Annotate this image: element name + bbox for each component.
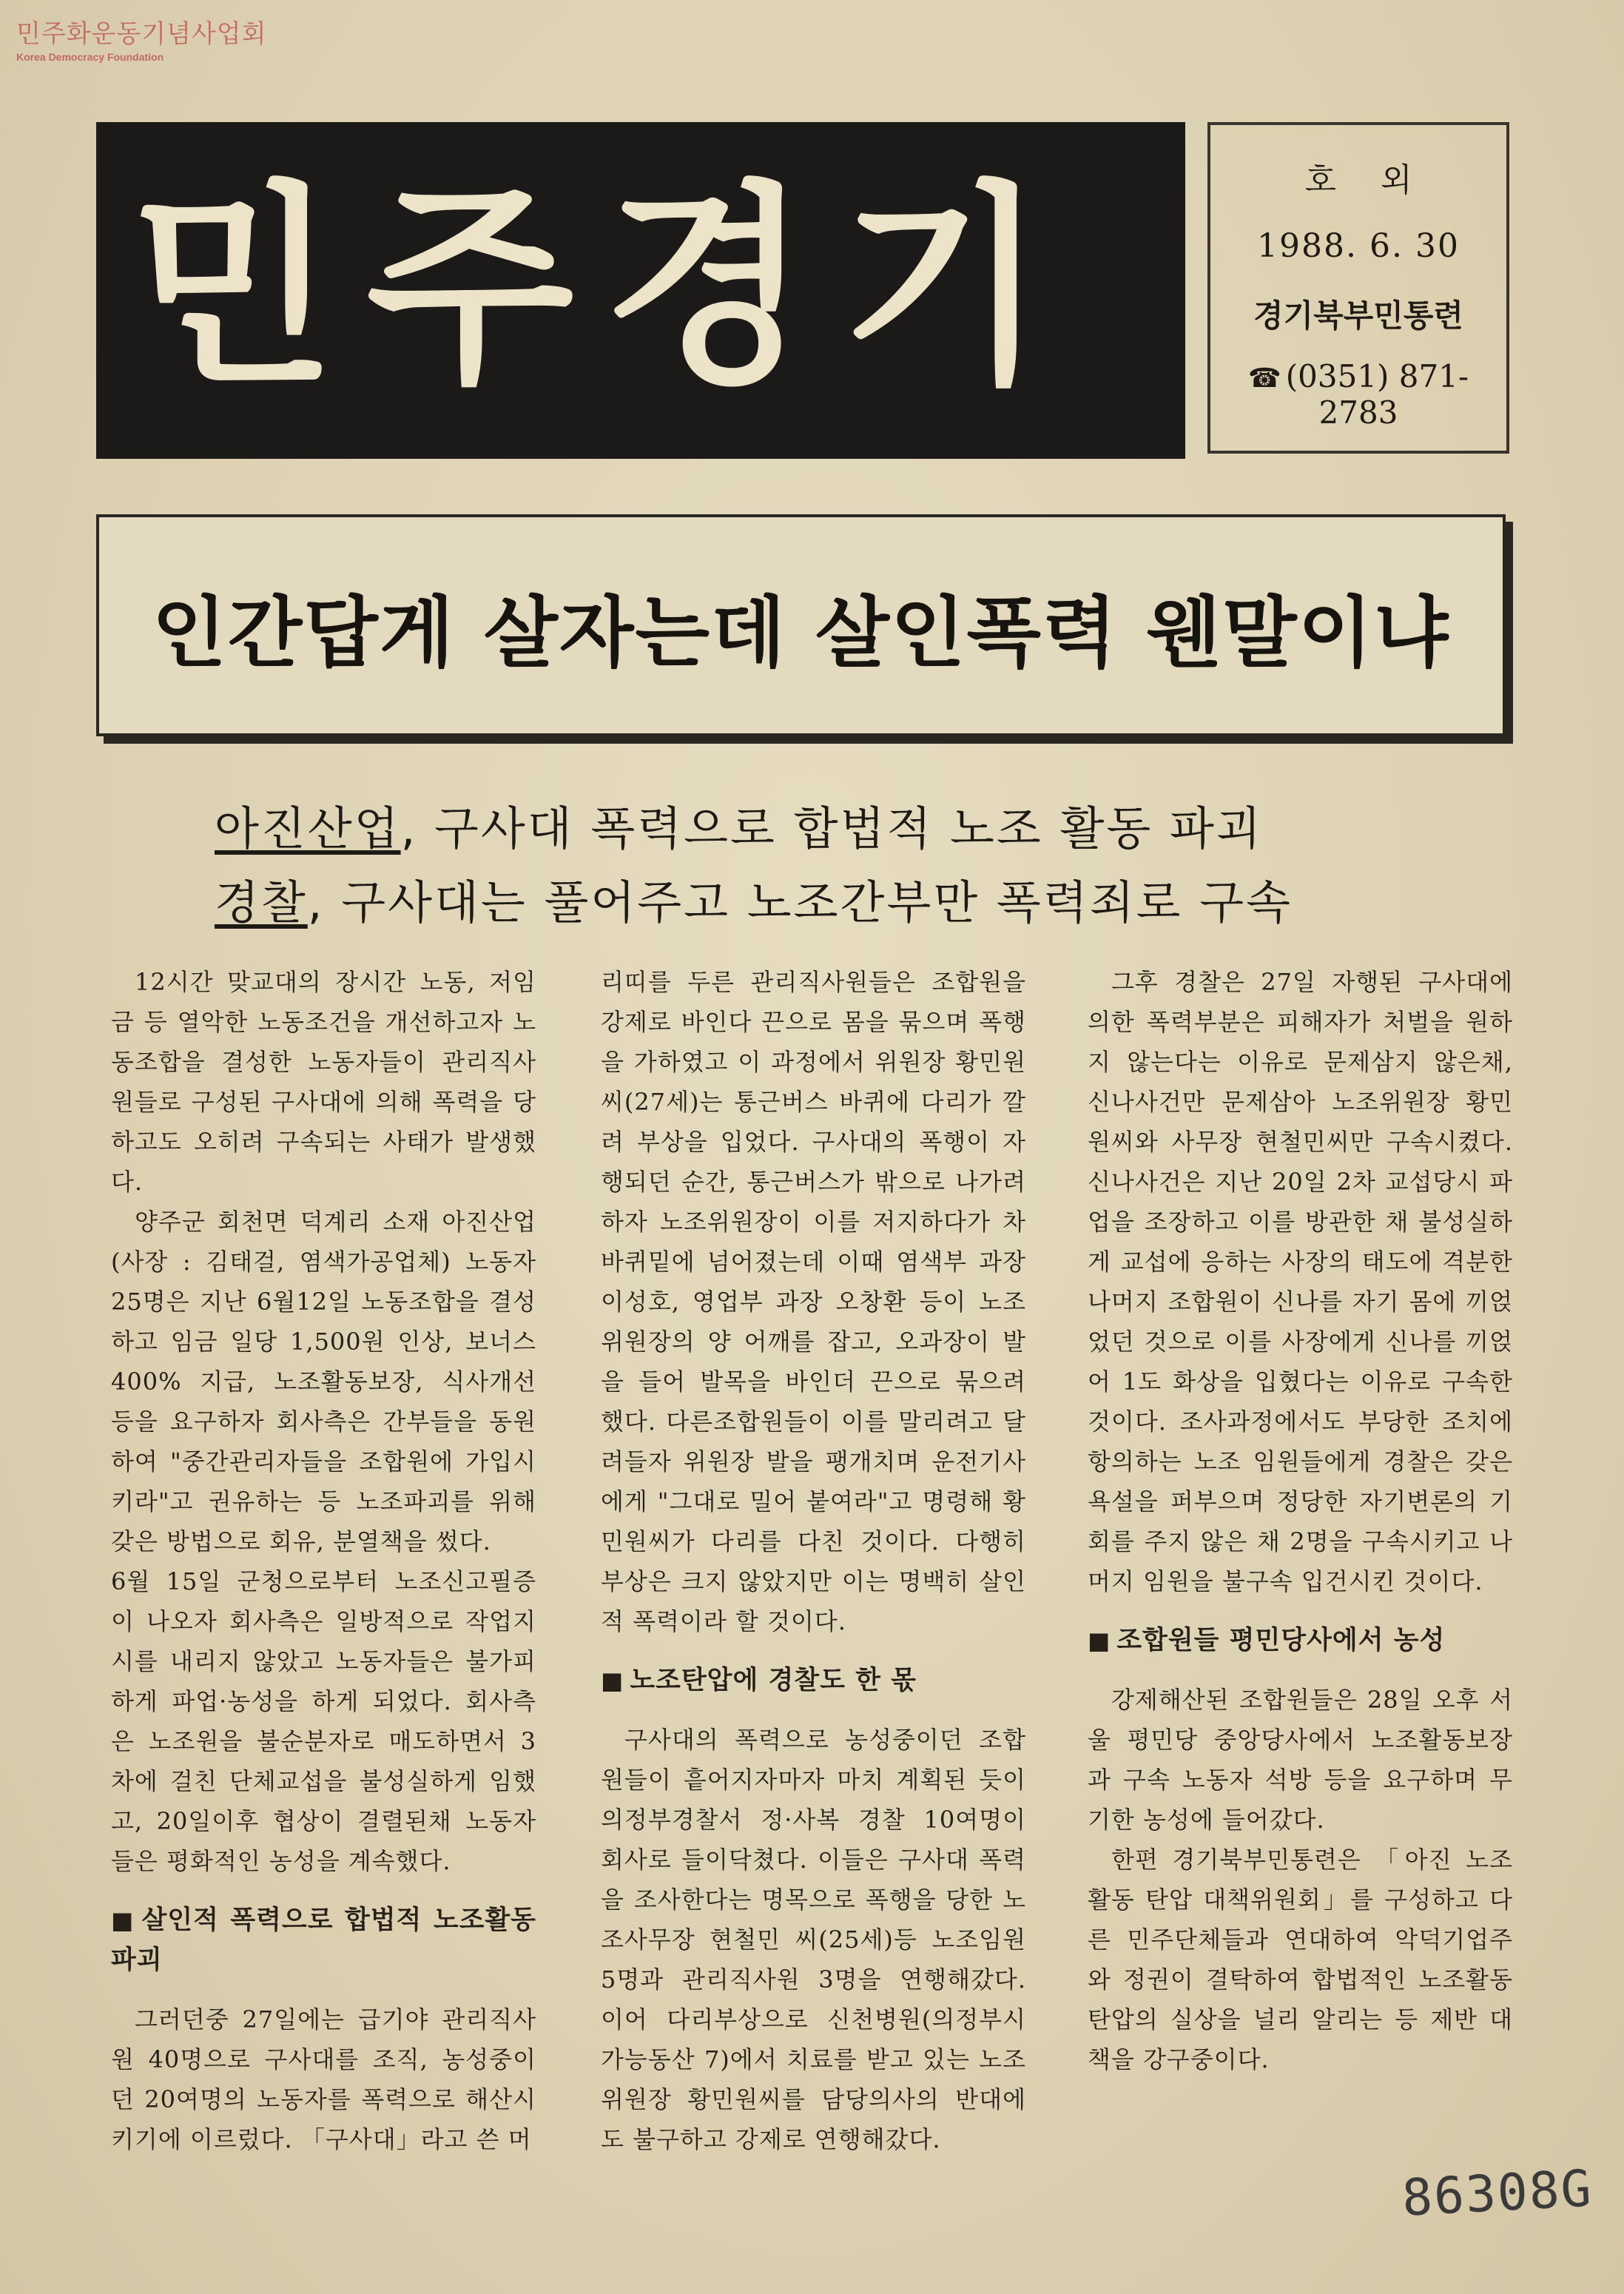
article-column-3 (1088, 962, 1513, 2079)
section-heading-text: 노조탄압에 경찰도 한 몫 (630, 1666, 917, 1695)
stamp-english: Korea Democracy Foundation (16, 51, 164, 63)
phone-number: (0351) 871- 2783 (1285, 358, 1469, 431)
section-heading-text: 살인적 폭력으로 합법적 노조활동 파괴 (111, 1906, 536, 1975)
paragraph: 그러던중 27일에는 급기야 관리직사원 40명으로 구사대를 조직, 농성중이던 20여명의 노동자를 폭력으로 해산시키기에 이르렀다. 「구사대」라고 쓴 머 (111, 2005, 536, 2153)
paragraph: 양주군 회천면 덕계리 소재 아진산업(사장 : 김태걸, 염색가공업체) 노동자 25명은 지난 6월12일 노동조합을 결성하고 임금 일당 1,500원 인상, 보너스 400% 지급, 노조활동보장, 식사개선 등을 요구하자 회사측은 간부들을 동원하여 "중간관리자들을 조합원에 가입시키라"고 권유하는 등 노조파괴를 위해 갖은 방법으로 회유, 분열책을 썼다. (111, 1208, 536, 1555)
masthead-title: 민주경기 (129, 164, 1077, 413)
paragraph: 그후 경찰은 27일 자행된 구사대에 의한 폭력부분은 피해자가 처벌을 원하지 않는다는 이유로 문제삼지 않은채, 신나사건만 문제삼아 노조위원장 황민원씨와 사무장 현철민씨만 구속시켰다. 신나사건은 지난 20일 2차 교섭당시 파업을 조장하고 이를 방관한 채 불성실하게 교섭에 응하는 사장의 태도에 격분한 나머지 조합원이 신나를 자기 몸에 끼얹었던 것으로 이를 사장에게 신나를 끼얹어 1도 화상을 입혔다는 이유로 구속한 것이다. 조사과정에서도 부당한 조치에 항의하는 노조 임원들에게 경찰은 갖은 욕설을 퍼부으며 정당한 자기변론의 기회를 주지 않은 채 2명을 구속시키고 나머지 임원을 불구속 입건시킨 것이다. (1088, 968, 1513, 1595)
subheadlines (215, 792, 1487, 940)
issue-label: 호외 (1304, 161, 1457, 199)
square-bullet-icon: ■ (1088, 1627, 1111, 1655)
subheadline-lead: 아진산업 (215, 801, 401, 855)
paragraph: 구사대의 폭력으로 농성중이던 조합원들이 흩어지자마자 마치 계획된 듯이 의정부경찰서 정·사복 경찰 10여명이 회사로 들이닥쳤다. 이들은 구사대 폭력을 조사한다는 명목으로 폭행을 당한 노조사무장 현철민 씨(25세)등 노조임원 5명과 관리직사원 3명을 연행해갔다. 이어 다리부상으로 신천병원(의정부시 가능동산 7)에서 치료를 받고 있는 노조위원장 황민원씨를 담당의사의 반대에도 불구하고 강제로 연행해갔다. (601, 1726, 1026, 2153)
subheadline-text: , 구사대는 풀어주고 노조간부만 폭력죄로 구속 (307, 875, 1293, 929)
subheadline (215, 866, 1487, 940)
article-column-1 (111, 962, 536, 2159)
stamp-korean: 민주화운동기념사업회 (16, 19, 267, 49)
handwritten-archive-number: 86308G (1401, 2159, 1594, 2228)
masthead (96, 122, 1185, 459)
paragraph: 12시간 맞교대의 장시간 노동, 저임금 등 열악한 노동조건을 개선하고자 노동조합을 결성한 노동자들이 관리직사원들로 구성된 구사대에 의해 폭력을 당하고도 오히려 구속되는 사태가 발생했다. (111, 968, 536, 1196)
paragraph: 6월 15일 군청으로부터 노조신고필증이 나오자 회사측은 일방적으로 작업지시를 내리지 않았고 노동자들은 불가피하게 파업·농성을 하게 되었다. 회사측은 노조원을 불순분자로 매도하면서 3차에 걸친 단체교섭을 불성실하게 임했고, 20일이후 협상이 결렬된채 노동자들은 평화적인 농성을 계속했다. (111, 1567, 536, 1875)
article-column-2 (601, 962, 1026, 2159)
issue-info-box (1207, 122, 1509, 454)
subheadline-lead: 경찰 (215, 875, 308, 929)
paragraph: 강제해산된 조합원들은 28일 오후 서울 평민당 중앙당사에서 노조활동보장과 구속 노동자 석방 등을 요구하며 무기한 농성에 들어갔다. (1088, 1686, 1513, 1834)
headline: 인간답게 살자는데 살인폭력 웬말이냐 (152, 588, 1450, 678)
paragraph: 리띠를 두른 관리직사원들은 조합원을 강제로 바인다 끈으로 몸을 묶으며 폭행을 가하였고 이 과정에서 위원장 황민원씨(27세)는 통근버스 바퀴에 다리가 깔려 부상을 입었다. 구사대의 폭행이 자행되던 순간, 통근버스가 밖으로 나가려 하자 노조위원장이 이를 저지하다가 차 바퀴밑에 넘어졌는데 이때 염색부 과장 이성호, 영업부 과장 오창환 등이 노조위원장의 양 어깨를 잡고, 오과장이 발을 들어 발목을 바인더 끈으로 묶으려 했다. 다른조합원들이 이를 말리려고 달려들자 위원장 발을 팽개치며 운전기사에게 "그대로 밀어 붙여라"고 명령해 황민원씨가 다리를 다친 것이다. 다행히 부상은 크지 않았지만 이는 명백히 살인적 폭력이라 할 것이다. (601, 968, 1026, 1635)
paragraph: 한편 경기북부민통련은 「아진 노조활동 탄압 대책위원회」를 구성하고 다른 민주단체들과 연대하여 악덕기업주와 정권이 결탁하여 합법적인 노조활동탄압의 실상을 널리 알리는 등 제반 대책을 강구중이다. (1088, 1846, 1513, 2073)
headline-box (96, 514, 1506, 736)
subheadline-text: , 구사대 폭력으로 합법적 노조 활동 파괴 (400, 801, 1263, 855)
subheadline (215, 792, 1487, 866)
phone-line (1210, 358, 1506, 431)
section-heading (111, 1900, 536, 1980)
section-heading-text: 조합원들 평민당사에서 농성 (1116, 1626, 1446, 1655)
section-heading (1088, 1621, 1513, 1661)
square-bullet-icon: ■ (111, 1906, 136, 1934)
section-heading (601, 1661, 1026, 1701)
issue-date: 1988. 6. 30 (1257, 227, 1460, 265)
publisher: 경기북부민통련 (1253, 297, 1463, 334)
square-bullet-icon: ■ (601, 1666, 624, 1695)
archive-stamp (16, 13, 266, 63)
telephone-icon: ☎ (1247, 363, 1281, 394)
